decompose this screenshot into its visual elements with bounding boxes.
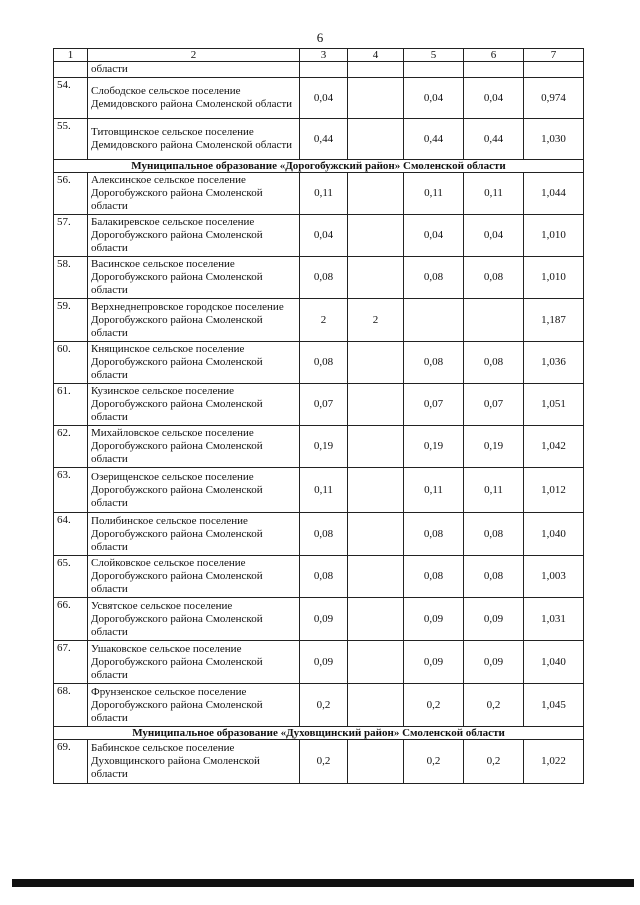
column-header: 1	[54, 49, 88, 62]
row-number-cell: 56.	[54, 173, 88, 215]
value-cell-col3: 0,09	[300, 641, 348, 684]
value-cell-col3: 2	[300, 299, 348, 342]
coefficient-cell-col7: 1,040	[524, 641, 584, 684]
row-number-cell: 60.	[54, 342, 88, 384]
row-number-cell: 69.	[54, 740, 88, 784]
row-number-cell: 64.	[54, 513, 88, 556]
value-cell-col3	[300, 62, 348, 78]
value-cell-col4	[348, 342, 404, 384]
table-row	[54, 598, 584, 641]
municipality-name-cell: Полибинское сельское поселение Дорогобужского района Смоленской области	[88, 513, 300, 556]
row-number-cell: 68.	[54, 684, 88, 727]
table-row	[54, 257, 584, 299]
value-cell-col3: 0,08	[300, 556, 348, 598]
allocation-table	[53, 48, 584, 784]
value-cell-col3: 0,44	[300, 119, 348, 160]
municipality-name-cell: Алексинское сельское поселение Дорогобужского района Смоленской области	[88, 173, 300, 215]
value-cell-col5: 0,08	[404, 556, 464, 598]
table-row	[54, 426, 584, 468]
value-cell-col5: 0,08	[404, 257, 464, 299]
value-cell-col3: 0,08	[300, 257, 348, 299]
row-number-cell: 54.	[54, 78, 88, 119]
municipality-name-cell: Усвятское сельское поселение Дорогобужского района Смоленской области	[88, 598, 300, 641]
municipality-name-cell: Верхнеднепровское городское поселение Дорогобужского района Смоленской области	[88, 299, 300, 342]
column-header: 5	[404, 49, 464, 62]
coefficient-cell-col7: 1,031	[524, 598, 584, 641]
section-header-row	[54, 727, 584, 740]
value-cell-col6: 0,44	[464, 119, 524, 160]
table-row	[54, 62, 584, 78]
value-cell-col5	[404, 62, 464, 78]
value-cell-col6: 0,2	[464, 740, 524, 784]
value-cell-col5: 0,04	[404, 215, 464, 257]
value-cell-col5: 0,09	[404, 641, 464, 684]
value-cell-col5: 0,2	[404, 740, 464, 784]
row-number-cell: 65.	[54, 556, 88, 598]
value-cell-col5: 0,09	[404, 598, 464, 641]
coefficient-cell-col7: 1,044	[524, 173, 584, 215]
value-cell-col3: 0,19	[300, 426, 348, 468]
coefficient-cell-col7: 1,051	[524, 384, 584, 426]
value-cell-col4	[348, 556, 404, 598]
value-cell-col3: 0,07	[300, 384, 348, 426]
municipality-name-cell: Ушаковское сельское поселение Дорогобужского района Смоленской области	[88, 641, 300, 684]
column-header: 7	[524, 49, 584, 62]
bottom-border-bar	[12, 879, 634, 887]
municipality-name-cell: Слободское сельское поселение Демидовского района Смоленской области	[88, 78, 300, 119]
value-cell-col6: 0,07	[464, 384, 524, 426]
coefficient-cell-col7: 1,010	[524, 215, 584, 257]
table-row	[54, 215, 584, 257]
value-cell-col6: 0,09	[464, 598, 524, 641]
value-cell-col3: 0,11	[300, 173, 348, 215]
municipality-name-cell: Фрунзенское сельское поселение Дорогобужского района Смоленской области	[88, 684, 300, 727]
row-number-cell: 55.	[54, 119, 88, 160]
coefficient-cell-col7: 1,012	[524, 468, 584, 513]
coefficient-cell-col7: 1,187	[524, 299, 584, 342]
page-number: 6	[316, 30, 324, 45]
value-cell-col3: 0,08	[300, 342, 348, 384]
value-cell-col6: 0,11	[464, 173, 524, 215]
municipality-name-cell: Васинское сельское поселение Дорогобужского района Смоленской области	[88, 257, 300, 299]
coefficient-cell-col7	[524, 62, 584, 78]
value-cell-col3: 0,04	[300, 78, 348, 119]
value-cell-col5: 0,08	[404, 342, 464, 384]
row-number-cell: 63.	[54, 468, 88, 513]
value-cell-col5: 0,07	[404, 384, 464, 426]
value-cell-col5: 0,19	[404, 426, 464, 468]
coefficient-cell-col7: 1,003	[524, 556, 584, 598]
municipality-name-cell: Балакиревское сельское поселение Дорогобужского района Смоленской области	[88, 215, 300, 257]
table-row	[54, 384, 584, 426]
table-row	[54, 468, 584, 513]
value-cell-col4: 2	[348, 299, 404, 342]
value-cell-col6: 0,04	[464, 78, 524, 119]
table-row	[54, 342, 584, 384]
value-cell-col6: 0,08	[464, 257, 524, 299]
section-header-row	[54, 160, 584, 173]
table-row	[54, 684, 584, 727]
table-row	[54, 299, 584, 342]
table-row	[54, 641, 584, 684]
value-cell-col6: 0,19	[464, 426, 524, 468]
municipality-name-cell: Бабинское сельское поселение Духовщинского района Смоленской области	[88, 740, 300, 784]
municipality-name-cell: Кузинское сельское поселение Дорогобужского района Смоленской области	[88, 384, 300, 426]
section-title: Муниципальное образование «Дорогобужский район» Смоленской области	[54, 160, 584, 173]
value-cell-col4	[348, 740, 404, 784]
coefficient-cell-col7: 1,036	[524, 342, 584, 384]
row-number-cell: 59.	[54, 299, 88, 342]
value-cell-col5: 0,08	[404, 513, 464, 556]
value-cell-col6: 0,09	[464, 641, 524, 684]
row-number-cell: 62.	[54, 426, 88, 468]
row-number-cell: 66.	[54, 598, 88, 641]
value-cell-col6	[464, 62, 524, 78]
value-cell-col4	[348, 78, 404, 119]
value-cell-col4	[348, 215, 404, 257]
row-number-cell	[54, 62, 88, 78]
row-number-cell: 61.	[54, 384, 88, 426]
coefficient-cell-col7: 1,040	[524, 513, 584, 556]
municipality-name-cell: области	[88, 62, 300, 78]
municipality-name-cell: Озерищенское сельское поселение Дорогобужского района Смоленской области	[88, 468, 300, 513]
value-cell-col4	[348, 468, 404, 513]
row-number-cell: 67.	[54, 641, 88, 684]
value-cell-col5: 0,2	[404, 684, 464, 727]
table-row	[54, 513, 584, 556]
value-cell-col5: 0,11	[404, 468, 464, 513]
table-row	[54, 78, 584, 119]
column-header: 4	[348, 49, 404, 62]
municipality-name-cell: Княщинское сельское поселение Дорогобужского района Смоленской области	[88, 342, 300, 384]
row-number-cell: 58.	[54, 257, 88, 299]
value-cell-col6: 0,2	[464, 684, 524, 727]
value-cell-col4	[348, 684, 404, 727]
value-cell-col4	[348, 384, 404, 426]
value-cell-col6: 0,04	[464, 215, 524, 257]
coefficient-cell-col7: 1,010	[524, 257, 584, 299]
value-cell-col3: 0,09	[300, 598, 348, 641]
value-cell-col4	[348, 257, 404, 299]
value-cell-col5	[404, 299, 464, 342]
value-cell-col4	[348, 119, 404, 160]
value-cell-col4	[348, 513, 404, 556]
table-body	[54, 62, 584, 784]
value-cell-col4	[348, 426, 404, 468]
table-row	[54, 119, 584, 160]
value-cell-col4	[348, 598, 404, 641]
column-header: 6	[464, 49, 524, 62]
value-cell-col3: 0,2	[300, 684, 348, 727]
value-cell-col4	[348, 62, 404, 78]
value-cell-col6: 0,08	[464, 513, 524, 556]
table-row	[54, 173, 584, 215]
municipality-name-cell: Титовщинское сельское поселение Демидовского района Смоленской области	[88, 119, 300, 160]
coefficient-cell-col7: 0,974	[524, 78, 584, 119]
value-cell-col4	[348, 641, 404, 684]
column-header: 2	[88, 49, 300, 62]
column-number-header-row	[54, 49, 584, 62]
value-cell-col6	[464, 299, 524, 342]
value-cell-col5: 0,04	[404, 78, 464, 119]
coefficient-cell-col7: 1,045	[524, 684, 584, 727]
municipality-name-cell: Михайловское сельское поселение Дорогобужского района Смоленской области	[88, 426, 300, 468]
value-cell-col4	[348, 173, 404, 215]
value-cell-col6: 0,08	[464, 342, 524, 384]
value-cell-col3: 0,2	[300, 740, 348, 784]
coefficient-cell-col7: 1,042	[524, 426, 584, 468]
value-cell-col5: 0,11	[404, 173, 464, 215]
municipality-name-cell: Слойковское сельское поселение Дорогобужского района Смоленской области	[88, 556, 300, 598]
column-header: 3	[300, 49, 348, 62]
coefficient-cell-col7: 1,030	[524, 119, 584, 160]
value-cell-col6: 0,08	[464, 556, 524, 598]
table-row	[54, 740, 584, 784]
table-row	[54, 556, 584, 598]
value-cell-col5: 0,44	[404, 119, 464, 160]
value-cell-col3: 0,11	[300, 468, 348, 513]
value-cell-col6: 0,11	[464, 468, 524, 513]
row-number-cell: 57.	[54, 215, 88, 257]
value-cell-col3: 0,04	[300, 215, 348, 257]
coefficient-cell-col7: 1,022	[524, 740, 584, 784]
value-cell-col3: 0,08	[300, 513, 348, 556]
section-title: Муниципальное образование «Духовщинский район» Смоленской области	[54, 727, 584, 740]
